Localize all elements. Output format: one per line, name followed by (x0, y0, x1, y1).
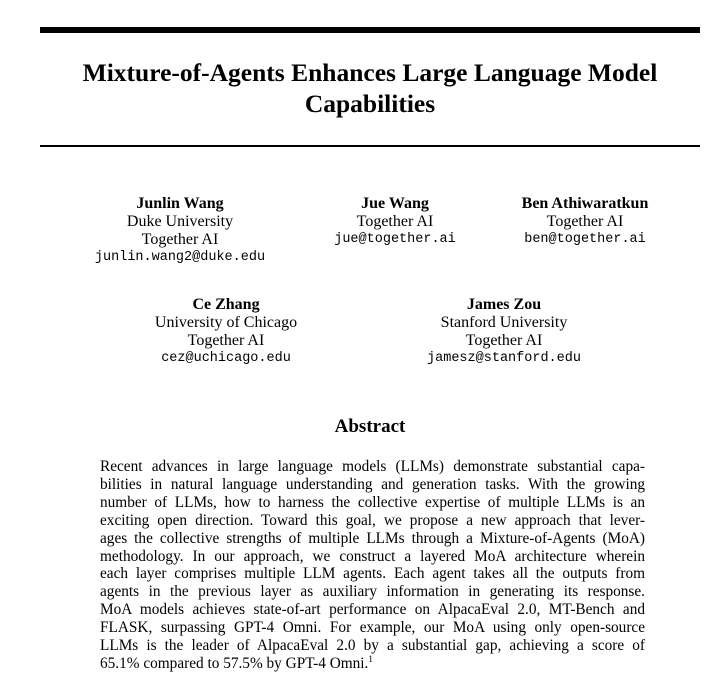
title-bottom-rule (40, 145, 700, 147)
author-affiliation: Together AI (546, 213, 624, 230)
title-top-rule (40, 27, 700, 33)
author-email: ben@together.ai (524, 232, 646, 247)
author-affiliation: Together AI (187, 332, 265, 349)
author-affiliation: Together AI (141, 231, 219, 248)
paper-title-line-1: Mixture-of-Agents Enhances Large Language Model (82, 58, 658, 87)
author-block-ce-zhang (136, 296, 316, 368)
author-email: jamesz@stanford.edu (427, 351, 581, 366)
abstract-line: LLMs is the leader of AlpacaEval 2.0 by a substantial gap, achieving a score of (100, 637, 645, 655)
author-email: cez@uchicago.edu (161, 351, 291, 366)
author-block-ben-athiwaratkun (500, 195, 670, 249)
author-name: Junlin Wang (136, 195, 224, 212)
abstract-line: agents in the previous layer as auxiliary information in generating its response. (100, 583, 645, 601)
author-name: Ben Athiwaratkun (521, 195, 649, 212)
author-block-junlin-wang (80, 195, 280, 267)
author-affiliation: Together AI (356, 213, 434, 230)
author-name: Jue Wang (361, 195, 429, 212)
abstract-last-line (100, 655, 645, 673)
abstract-line: MoA models achieves state-of-art performance on AlpacaEval 2.0, MT-Bench and (100, 601, 645, 619)
author-email: junlin.wang2@duke.edu (94, 250, 266, 265)
footnote-marker[interactable]: 1 (368, 653, 373, 664)
abstract-line: bilities in natural language understanding and generation tasks. With the growing (100, 475, 645, 493)
abstract-line: methodology. In our approach, we construct a layered MoA architecture wherein (100, 547, 645, 565)
abstract-line: exciting open direction. Toward this goal, we propose a new approach that lever- (100, 511, 645, 529)
author-block-james-zou (414, 296, 594, 368)
author-email: jue@together.ai (334, 232, 456, 247)
paper-title (40, 57, 700, 119)
author-affiliation: Stanford University (440, 314, 568, 331)
abstract-line: FLASK, surpassing GPT-4 Omni. For example, our MoA using only open-source (100, 619, 645, 637)
author-affiliation: Together AI (465, 332, 543, 349)
abstract-body (100, 458, 645, 673)
abstract-line: Recent advances in large language models (LLMs) demonstrate substantial capa- (100, 458, 645, 475)
abstract-line-text: 65.1% compared to 57.5% by GPT-4 Omni. (100, 654, 369, 672)
author-name: James Zou (466, 296, 542, 313)
author-affiliation: University of Chicago (154, 314, 298, 331)
abstract-heading: Abstract (334, 416, 406, 437)
abstract-line: ages the collective strengths of multiple LLMs through a Mixture-of-Agents (MoA) (100, 529, 645, 547)
author-block-jue-wang (315, 195, 475, 249)
paper-title-line-2: Capabilities (304, 89, 436, 118)
abstract-line: each layer comprises multiple LLM agents. Each agent takes all the outputs from (100, 565, 645, 583)
abstract-line: number of LLMs, how to harness the collective expertise of multiple LLMs is an (100, 493, 645, 511)
author-affiliation: Duke University (126, 213, 234, 230)
author-name: Ce Zhang (192, 296, 260, 313)
